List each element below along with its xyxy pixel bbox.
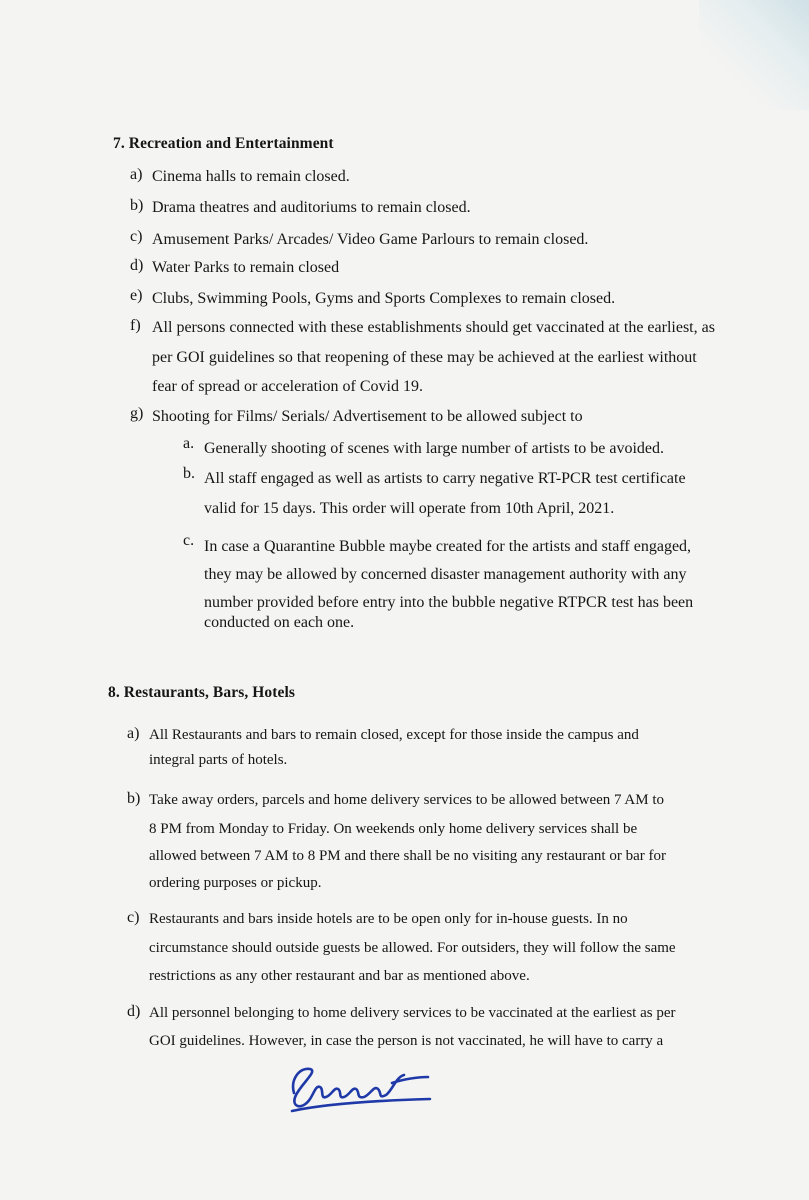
list-item-text: Cinema halls to remain closed. [152,168,350,185]
section-8-heading: 8. Restaurants, Bars, Hotels [108,684,296,701]
list-item-text: 8 PM from Monday to Friday. On weekends only home delivery services shall be [149,821,638,837]
list-marker: g) [130,405,144,422]
list-item-text: Generally shooting of scenes with large number of artists to be avoided. [204,440,665,457]
list-marker: e) [130,287,143,304]
list-item-text: they may be allowed by concerned disaster management authority with any [204,566,687,583]
list-item-text: All Restaurants and bars to remain closed, except for those inside the campus and [149,727,639,743]
list-item-text: number provided before entry into the bubble negative RTPCR test has been [204,594,694,611]
list-item-text: All personnel belonging to home delivery services to be vaccinated at the earliest as per [149,1005,676,1021]
list-marker: f) [130,317,141,334]
list-item-text: In case a Quarantine Bubble maybe created for the artists and staff engaged, [204,538,692,555]
list-marker: a) [127,725,140,742]
list-item-text: per GOI guidelines so that reopening of these may be achieved at the earliest without [152,349,697,366]
list-item-text: Shooting for Films/ Serials/ Advertisement to be allowed subject to [152,408,583,425]
list-marker: a. [183,435,195,452]
list-marker: b. [183,465,195,482]
list-item-text: integral parts of hotels. [149,752,288,768]
list-item-text: Take away orders, parcels and home delivery services to be allowed between 7 AM to [149,792,665,808]
list-marker: a) [130,166,143,183]
signature-image [280,1055,440,1120]
list-item-text: conducted on each one. [204,614,355,631]
list-marker: c. [183,532,195,549]
list-item-text: Water Parks to remain closed [152,259,340,276]
list-item-text: Clubs, Swimming Pools, Gyms and Sports Complexes to remain closed. [152,290,616,307]
list-item-text: All staff engaged as well as artists to carry negative RT-PCR test certificate [204,470,686,487]
list-item-text: Restaurants and bars inside hotels are to be open only for in-house guests. In no [149,911,628,927]
list-item-text: GOI guidelines. However, in case the person is not vaccinated, he will have to carry a [149,1033,664,1049]
list-item-text: Drama theatres and auditoriums to remain closed. [152,199,471,216]
list-marker: c) [130,228,143,245]
list-item-text: fear of spread or acceleration of Covid 19. [152,378,423,395]
list-item-text: allowed between 7 AM to 8 PM and there shall be no visiting any restaurant or bar for [149,848,666,864]
list-item-text: All persons connected with these establishments should get vaccinated at the earliest, as [152,319,715,336]
list-item-text: circumstance should outside guests be allowed. For outsiders, they will follow the same [149,940,676,956]
list-marker: d) [127,1003,141,1020]
list-item-text: ordering purposes or pickup. [149,875,322,891]
list-item-text: restrictions as any other restaurant and bar as mentioned above. [149,968,530,984]
list-marker: c) [127,909,140,926]
list-item-text: valid for 15 days. This order will operate from 10th April, 2021. [204,500,615,517]
list-item-text: Amusement Parks/ Arcades/ Video Game Parlours to remain closed. [152,231,589,248]
section-7-heading: 7. Recreation and Entertainment [113,135,334,152]
list-marker: b) [127,790,141,807]
list-marker: d) [130,257,144,274]
list-marker: b) [130,197,144,214]
